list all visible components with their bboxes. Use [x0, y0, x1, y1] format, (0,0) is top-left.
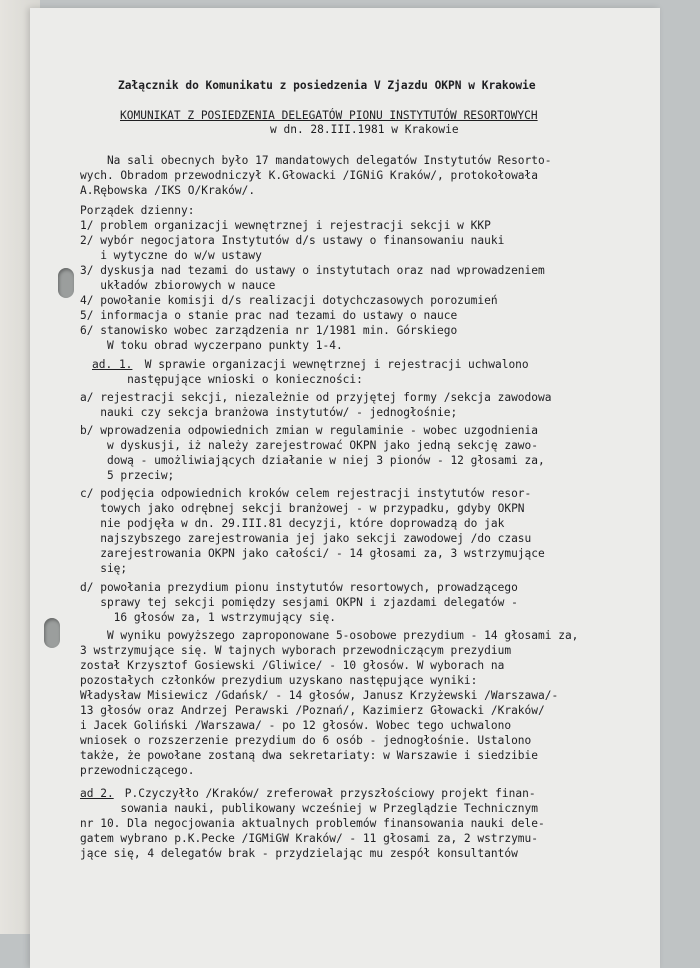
text-line: 5 przeciw; — [80, 469, 175, 482]
text-line: 6/ stanowisko wobec zarządzenia nr 1/1981 min. Górskiego — [80, 324, 458, 337]
text-line: sowania nauki, publikowany wcześniej w Przeglądzie Technicznym — [80, 802, 539, 815]
text-line: d/ powołania prezydium pionu instytutów resortowych, prowadzącego — [80, 581, 518, 594]
text-line: wych. Obradom przewodniczył K.Głowacki /IGNiG Kraków/, protokołowała — [80, 169, 539, 182]
text-line: A.Rębowska /IKS O/Kraków/. — [80, 184, 256, 197]
text-line: zarejestrowania OKPN jako całości/ - 14 głosami za, 3 wstrzymujące — [80, 547, 545, 560]
text-line: nauki czy sekcja branżowa instytutów/ - jednogłośnie; — [80, 406, 458, 419]
document-title: KOMUNIKAT Z POSIEDZENIA DELEGATÓW PIONU INSTYTUTÓW RESORTOWYCH — [120, 109, 538, 122]
text-line: Porządek dzienny: — [80, 204, 195, 217]
text-line: c/ podjęcia odpowiednich kroków celem rejestracji instytutów resor- — [80, 487, 532, 500]
text-line: W sprawie organizacji wewnętrznej i rejestracji uchwalono — [138, 358, 529, 371]
text-line: został Krzysztof Gosiewski /Gliwice/ - 10 głosów. W wyborach na — [80, 659, 505, 672]
text-line: Władysław Misiewicz /Gdańsk/ - 14 głosów, Janusz Krzyżewski /Warszawa/- — [80, 689, 559, 702]
text-line: wniosek o rozszerzenie prezydium do 6 osób - jednogłośnie. Ustalono — [80, 734, 532, 747]
text-line: pozostałych członków prezydium uzyskano następujące wyniki: — [80, 674, 478, 687]
punch-hole-bottom — [44, 618, 60, 648]
text-line: przewodniczącego. — [80, 764, 195, 777]
text-line: i Jacek Goliński /Warszawa/ - po 12 głosów. Wobec tego uchwalono — [80, 719, 512, 732]
section-marker-ad2: ad 2. — [80, 787, 114, 800]
text-line: 2/ wybór negocjatora Instytutów d/s ustawy o finansowaniu nauki — [80, 234, 505, 247]
text-line: w dyskusji, iż należy zarejestrować OKPN jako jedną sekcję zawo- — [80, 439, 539, 452]
text-line: sprawy tej sekcji pomiędzy sesjami OKPN i zjazdami delegatów - — [80, 596, 518, 609]
text-line: jące się, 4 delegatów brak - przydzielając mu zespół konsultantów — [80, 847, 518, 860]
text-line: gatem wybrano p.K.Pecke /IGMiGW Kraków/ - 11 głosami za, 2 wstrzymu- — [80, 832, 539, 845]
text-line: 13 głosów oraz Andrzej Perawski /Poznań/, Kazimierz Głowacki /Kraków/ — [80, 704, 545, 717]
text-line: najszybszego zarejestrowania jej jako sekcji zawodowej /do czasu — [80, 532, 532, 545]
document-date: w dn. 28.III.1981 w Krakowie — [270, 123, 459, 136]
text-line: 3 wstrzymujące się. W tajnych wyborach przewodniczącym prezydium — [80, 644, 512, 657]
attachment-line: Załącznik do Komunikatu z posiedzenia V Zjazdu OKPN w Krakowie — [118, 79, 536, 92]
punch-hole-top — [58, 268, 74, 298]
text-line: a/ rejestracji sekcji, niezależnie od przyjętej formy /sekcja zawodowa — [80, 391, 552, 404]
text-line: P.Czyczyłło /Kraków/ zreferował przyszłościowy projekt finan- — [118, 787, 536, 800]
text-line: 16 głosów za, 1 wstrzymujący się. — [80, 611, 336, 624]
text-line: towych jako odrębnej sekcji branżowej - w przypadku, gdyby OKPN — [80, 502, 525, 515]
text-line: następujące wnioski o konieczności: — [80, 373, 363, 386]
text-line: i wytyczne do w/w ustawy — [80, 249, 262, 262]
text-line: dową - umożliwiających działanie w niej 3 pionów - 12 głosami za, — [80, 454, 545, 467]
text-line: układów zbiorowych w nauce — [80, 279, 276, 292]
text-line: nr 10. Dla negocjowania aktualnych problemów finansowania nauki dele- — [80, 817, 545, 830]
text-line: się; — [80, 562, 128, 575]
text-line: W wyniku powyższego zaproponowane 5-osobowe prezydium - 14 głosami za, — [80, 629, 579, 642]
text-line: 5/ informacja o stanie prac nad tezami do ustawy o nauce — [80, 309, 458, 322]
text-line: także, że powołane zostaną dwa sekretariaty: w Warszawie i siedzibie — [80, 749, 539, 762]
section-marker-ad1: ad. 1. — [92, 358, 133, 371]
text-line: 4/ powołanie komisji d/s realizacji dotychczasowych porozumień — [80, 294, 498, 307]
text-line: 3/ dyskusja nad tezami do ustawy o instytutach oraz nad wprowadzeniem — [80, 264, 545, 277]
text-line: 1/ problem organizacji wewnętrznej i rejestracji sekcji w KKP — [80, 219, 491, 232]
text-line: W toku obrad wyczerpano punkty 1-4. — [80, 339, 343, 352]
text-line: Na sali obecnych było 17 mandatowych delegatów Instytutów Resorto- — [80, 154, 552, 167]
text-line: nie podjęła w dn. 29.III.81 decyzji, które doprowadzą do jak — [80, 517, 505, 530]
text-line: b/ wprowadzenia odpowiednich zmian w regulaminie - wobec uzgodnienia — [80, 424, 539, 437]
